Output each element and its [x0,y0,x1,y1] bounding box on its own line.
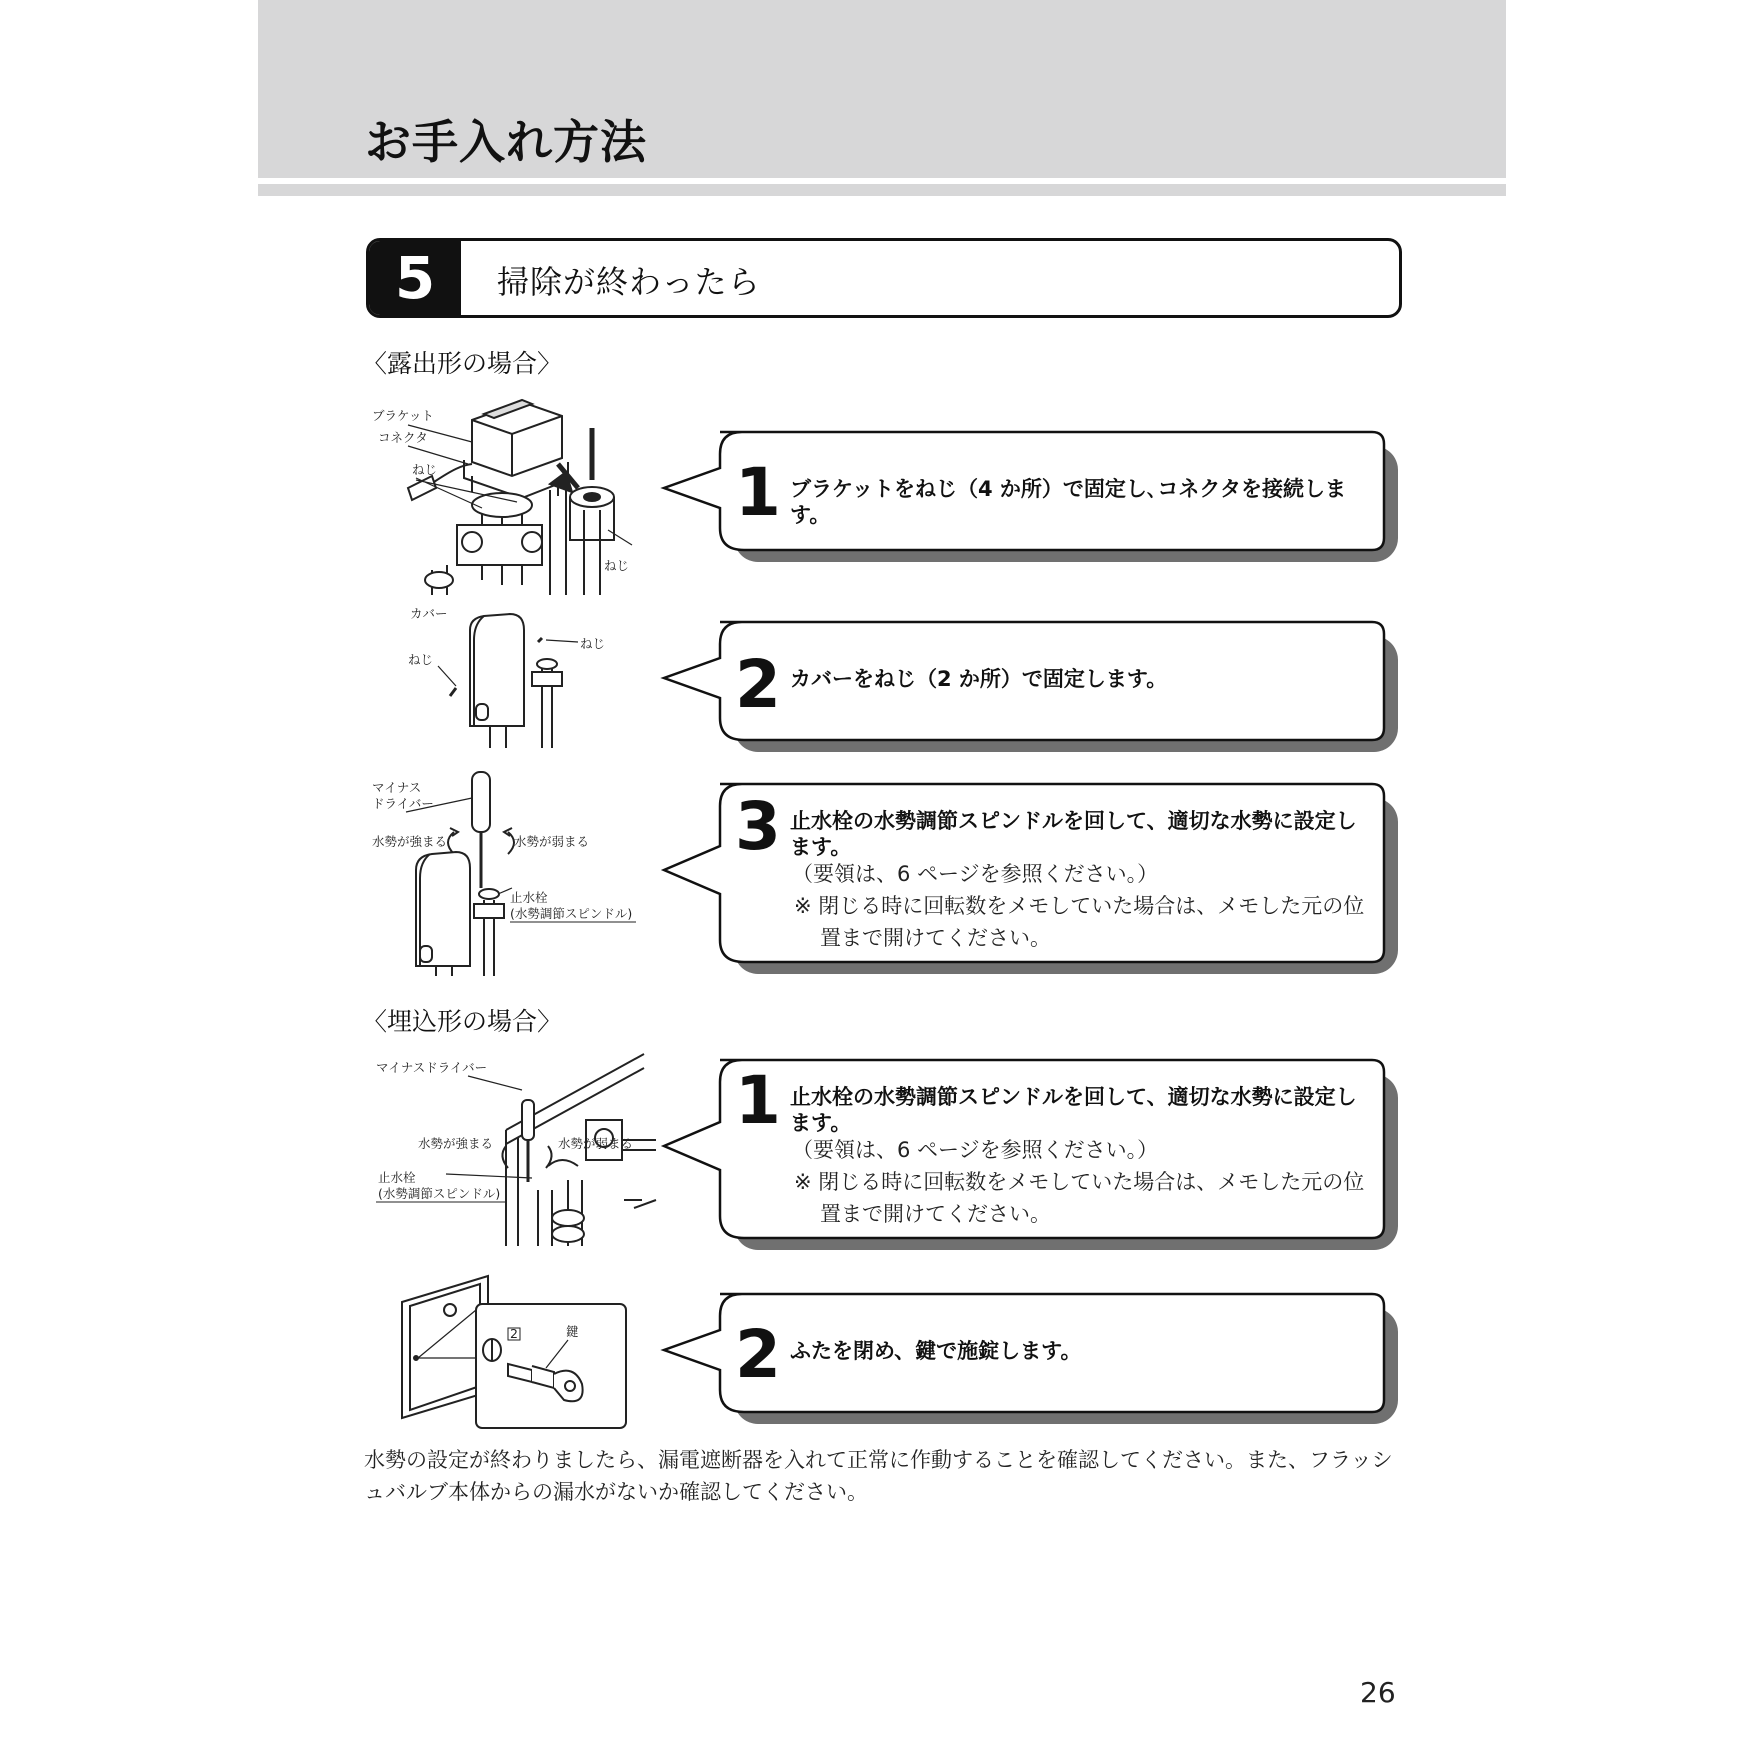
exposed-step-3-reference: （要領は、6 ページを参照ください。） [792,862,1159,886]
footer-note: 水勢の設定が終わりましたら、漏電遮断器を入れて正常に作動することを確認してください。また、フラッシュバルブ本体からの漏水がないか確認してください。 [364,1448,1393,1504]
embedded-step-1-reference: （要領は、6 ページを参照ください。） [792,1138,1159,1162]
section-heading-bar [366,238,1402,318]
label-weaker-2: 水勢が弱まる [558,1136,634,1151]
exposed-step-2-text: カバーをねじ（2 か所）で固定します。 [790,667,1168,691]
label-screw-4: ねじ [408,652,434,667]
exposed-step-3-text: 止水栓の水勢調節スピンドルを回して、適切な水勢に設定します。 [790,809,1357,859]
exposed-step-1-number: 1 [735,454,781,531]
label-key: 鍵 [566,1324,579,1339]
exposed-step-2-number: 2 [735,646,781,723]
label-screw-2: ねじ [604,558,630,573]
embedded-step-2-text: ふたを閉め、鍵で施錠します。 [790,1339,1082,1363]
screwdriver-embedded-illustration [372,1050,658,1250]
cover-illustration [400,600,640,750]
section-title: 掃除が終わったら [497,263,761,301]
bracket-connector-illustration [372,380,652,600]
label-bracket: ブラケット [372,408,434,423]
label-stopcock-1: 止水栓 [510,890,548,905]
label-driver-line2: ドライバー [372,796,434,811]
exposed-step-1-callout [664,432,1404,562]
label-screw-3: ねじ [580,636,606,651]
label-driver-line1: マイナス [372,780,422,795]
embedded-step-2-callout [664,1294,1404,1424]
exposed-step-2-callout [664,622,1404,752]
label-stronger-2: 水勢が強まる [418,1136,494,1151]
embedded-step-1-callout [664,1060,1404,1250]
label-screw-1: ねじ [412,462,438,477]
page-number: 26 [1360,1676,1396,1709]
label-weaker-1: 水勢が弱まる [514,834,590,849]
label-spindle-1: (水勢調節スピンドル) [510,906,633,921]
exposed-step-3-details [792,858,1374,954]
embedded-step-1-note: ※ 閉じる時に回転数をメモしていた場合は、メモした元の位置まで開けてください。 [794,1170,1365,1226]
lid-key-illustration [396,1272,632,1432]
header-rule [258,184,1506,196]
embedded-type-heading: 〈埋込形の場合〉 [362,1007,563,1036]
label-stronger-1: 水勢が強まる [372,834,448,849]
embedded-step-2-number: 2 [735,1316,781,1393]
label-connector: コネクタ [378,430,428,445]
label-stopcock-2: 止水栓 [378,1170,416,1185]
exposed-step-3-note: ※ 閉じる時に回転数をメモしていた場合は、メモした元の位置まで開けてください。 [794,894,1365,950]
section-number: 5 [369,241,461,315]
exposed-step-1-text: ブラケットをねじ（4 か所）で固定し､コネクタを接続します。 [790,477,1346,527]
exposed-type-heading: 〈露出形の場合〉 [362,349,563,378]
exposed-step-3-callout [664,784,1404,974]
embedded-step-1-number: 1 [735,1062,781,1139]
label-spindle-2: (水勢調節スピンドル) [378,1186,501,1201]
label-cover: カバー [410,606,448,621]
page-title: お手入れ方法 [365,115,647,169]
exposed-step-3-number: 3 [735,788,781,865]
screwdriver-exposed-illustration [372,770,652,976]
label-driver-embedded: マイナスドライバー [376,1060,488,1075]
label-box-number: 2 [510,1326,518,1341]
embedded-step-1-text: 止水栓の水勢調節スピンドルを回して、適切な水勢に設定します。 [790,1085,1357,1135]
embedded-step-1-details [792,1134,1374,1230]
